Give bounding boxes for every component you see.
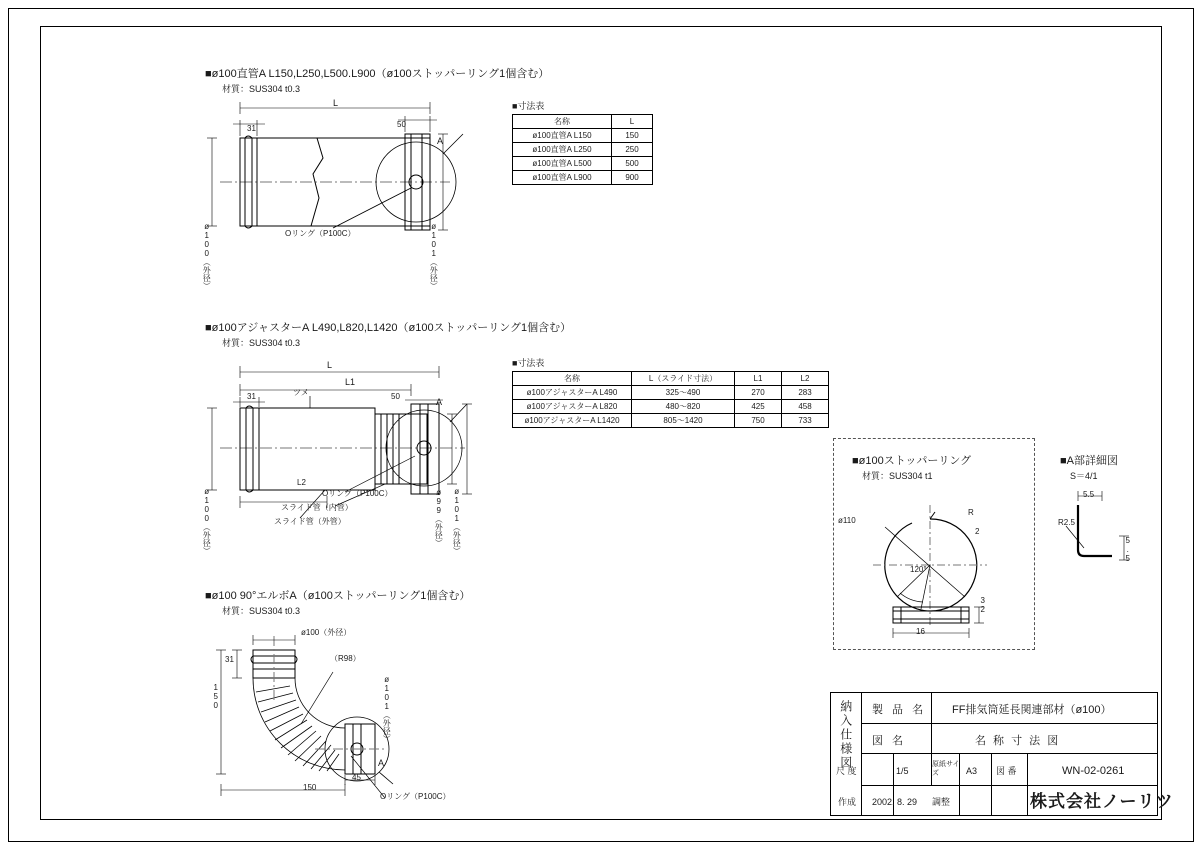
table-row: [513, 414, 829, 428]
straight-pipe-drawing: [215, 110, 515, 290]
label-adjust: 調整: [932, 797, 951, 807]
cell-l: 500: [612, 157, 653, 171]
table-row: [513, 386, 829, 400]
cell-l: 900: [612, 171, 653, 185]
label-stopper-h32: 32: [978, 596, 988, 614]
label-left-diameter-straight: ø100（外径）: [202, 222, 212, 290]
th-l: L: [612, 115, 653, 129]
dim-150-horizontal-elbow: 150: [303, 783, 317, 792]
dim-L1-adjuster: L2: [297, 478, 306, 487]
label-created: 作成: [838, 797, 857, 807]
dimension-table-straight: [512, 114, 653, 185]
th-name: 名称: [513, 372, 632, 386]
cell-name: ø100直管A L150: [513, 129, 612, 143]
cell-name: ø100直管A L900: [513, 171, 612, 185]
cell-l: 480～820: [632, 400, 735, 414]
label-right-diameter-2-adjuster: ø101（外径）: [452, 487, 462, 555]
cell-name: ø100アジャスターA L490: [513, 386, 632, 400]
stopper-ring-title: ■ø100ストッパーリング: [852, 455, 972, 467]
th-l: L（スライド寸法）: [632, 372, 735, 386]
detail-a-dim-top: 5.5: [1083, 490, 1095, 499]
dim-150-vertical-elbow: 150: [211, 683, 221, 710]
cell-name: ø100アジャスターA L820: [513, 400, 632, 414]
value-drawing-number: WN-02-0261: [1062, 765, 1125, 777]
cell-l1: 270: [735, 386, 782, 400]
label-stopper-outer-dia: ø110: [838, 516, 856, 525]
dim-L-adjuster: L: [327, 360, 333, 370]
dim-L2-adjuster: L1: [345, 377, 356, 387]
label-left-diameter-adjuster: ø100（外径）: [202, 487, 212, 555]
value-product-name: FF排気筒延長関連部材（ø100）: [952, 704, 1112, 716]
detail-a-drawing: [1058, 490, 1168, 580]
label-paper-size: 原紙サイズ: [932, 761, 960, 778]
label-tab-adjuster: ツメ: [293, 388, 309, 397]
detail-a-dim-side: 5.5: [1123, 536, 1133, 563]
cell-l: 250: [612, 143, 653, 157]
dim-50-straight: 50: [397, 120, 406, 129]
table-caption-adjuster: ■寸法表: [512, 358, 545, 368]
detail-a-dim-radius: R2.5: [1058, 518, 1075, 527]
cell-l: 325～490: [632, 386, 735, 400]
label-right-diameter-1-adjuster: ø99（外径）: [434, 488, 444, 547]
cell-l: 805～1420: [632, 414, 735, 428]
th-l2: L2: [782, 372, 829, 386]
cell-name: ø100アジャスターA L1420: [513, 414, 632, 428]
title-block-vertical-label: 納入仕様図: [838, 700, 853, 770]
table-caption-straight: ■寸法表: [512, 101, 545, 111]
label-radius-elbow: （R98）: [330, 654, 361, 663]
cell-l1: 425: [735, 400, 782, 414]
dim-45-elbow: 45: [352, 773, 361, 782]
dim-50-adjuster: 50: [391, 392, 400, 401]
cell-name: ø100直管A L250: [513, 143, 612, 157]
label-right-diameter-elbow: ø101（外径）: [382, 675, 392, 743]
label-scale: 尺 度: [836, 766, 857, 776]
value-created: 2002. 8. 29: [872, 797, 918, 807]
dimension-table-adjuster: [512, 371, 829, 428]
cell-l2: 458: [782, 400, 829, 414]
label-drawing-name: 図 名: [872, 735, 907, 747]
cell-l2: 733: [782, 414, 829, 428]
table-row: [513, 400, 829, 414]
detail-mark-a-adjuster: A: [436, 397, 443, 407]
cell-l: 150: [612, 129, 653, 143]
th-l1: L1: [735, 372, 782, 386]
table-row: [513, 129, 653, 143]
dim-31-straight: 31: [247, 124, 256, 133]
label-slide-outer: スライド管（外管）: [274, 517, 346, 526]
company-logo: 株式会社ノーリツ: [1030, 792, 1174, 811]
label-oring-adjuster: Oリング（P100C）: [322, 489, 393, 498]
label-product-name: 製 品 名: [872, 704, 927, 716]
table-row: [513, 171, 653, 185]
value-paper-size: A3: [966, 766, 978, 776]
table-row: [513, 157, 653, 171]
section-material-straight-pipe: 材質：SUS304 t0.3: [222, 84, 301, 94]
detail-mark-a-elbow: A: [378, 758, 385, 768]
value-drawing-name: 名 称 寸 法 図: [975, 735, 1061, 747]
label-oring-straight: Oリング（P100C）: [285, 229, 356, 238]
label-drawing-number: 図 番: [996, 766, 1017, 776]
detail-a-scale: S＝4/1: [1070, 471, 1098, 481]
section-title-straight-pipe: ■ø100直管A L150,L250,L500.L900（ø100ストッパーリング1個含む）: [205, 68, 550, 80]
section-title-adjuster: ■ø100アジャスターA L490,L820,L1420（ø100ストッパーリング1個含む）: [205, 322, 572, 334]
label-stopper-t2: 2: [975, 527, 980, 536]
label-stopper-angle: 120°: [910, 565, 927, 574]
dim-31-adjuster: 31: [247, 392, 256, 401]
detail-mark-a-straight: A: [437, 136, 444, 146]
value-scale: 1/5: [896, 766, 909, 776]
th-name: 名称: [513, 115, 612, 129]
dim-31-elbow: 31: [225, 655, 234, 664]
adjuster-drawing: [215, 370, 535, 560]
label-top-diameter-elbow: ø100（外径）: [301, 628, 352, 637]
label-slide-inner: スライド管（内管）: [281, 503, 353, 512]
section-material-elbow: 材質：SUS304 t0.3: [222, 606, 301, 616]
section-material-adjuster: 材質：SUS304 t0.3: [222, 338, 301, 348]
cell-name: ø100直管A L500: [513, 157, 612, 171]
label-stopper-r: R: [968, 508, 974, 517]
section-title-elbow: ■ø100 90°エルボA（ø100ストッパーリング1個含む）: [205, 590, 471, 602]
label-right-diameter-straight: ø101（外径）: [429, 222, 439, 290]
label-stopper-w16: 16: [916, 627, 925, 636]
stopper-ring-drawing: [845, 485, 1025, 635]
stopper-ring-material: 材質：SUS304 t1: [862, 471, 933, 481]
dim-L-straight: L: [333, 98, 339, 108]
cell-l1: 750: [735, 414, 782, 428]
table-row: [513, 143, 653, 157]
detail-a-title: ■A部詳細図: [1060, 455, 1118, 467]
cell-l2: 283: [782, 386, 829, 400]
label-oring-elbow: Oリング（P100C）: [380, 792, 451, 801]
